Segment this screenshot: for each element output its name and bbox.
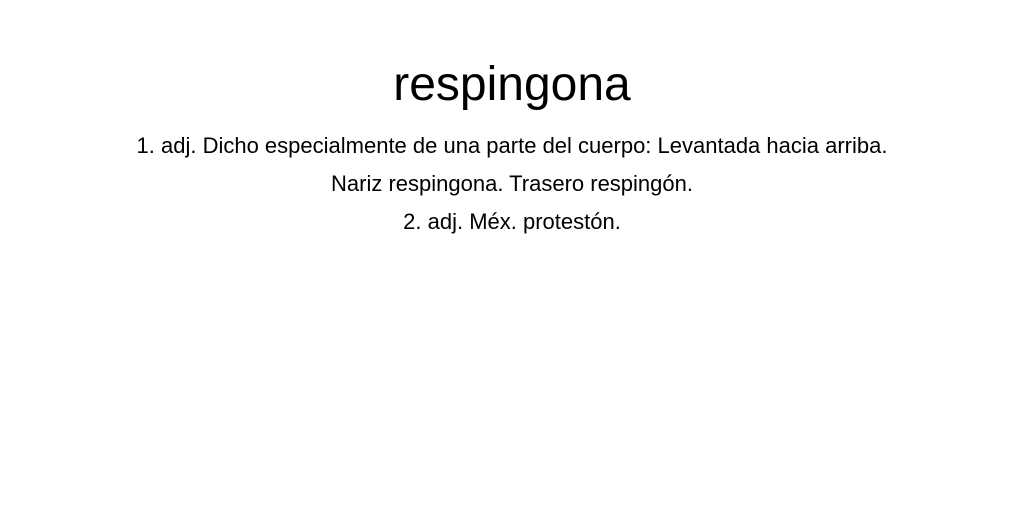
definition-line-1: 1. adj. Dicho especialmente de una parte del cuerpo: Levantada hacia arriba. [136, 133, 888, 158]
headword: respingona [393, 58, 631, 111]
definition-line-2: 2. adj. Méx. protestón. [403, 209, 621, 234]
definition-example: Nariz respingona. Trasero respingón. [331, 171, 693, 196]
definition-list [0, 127, 1024, 241]
